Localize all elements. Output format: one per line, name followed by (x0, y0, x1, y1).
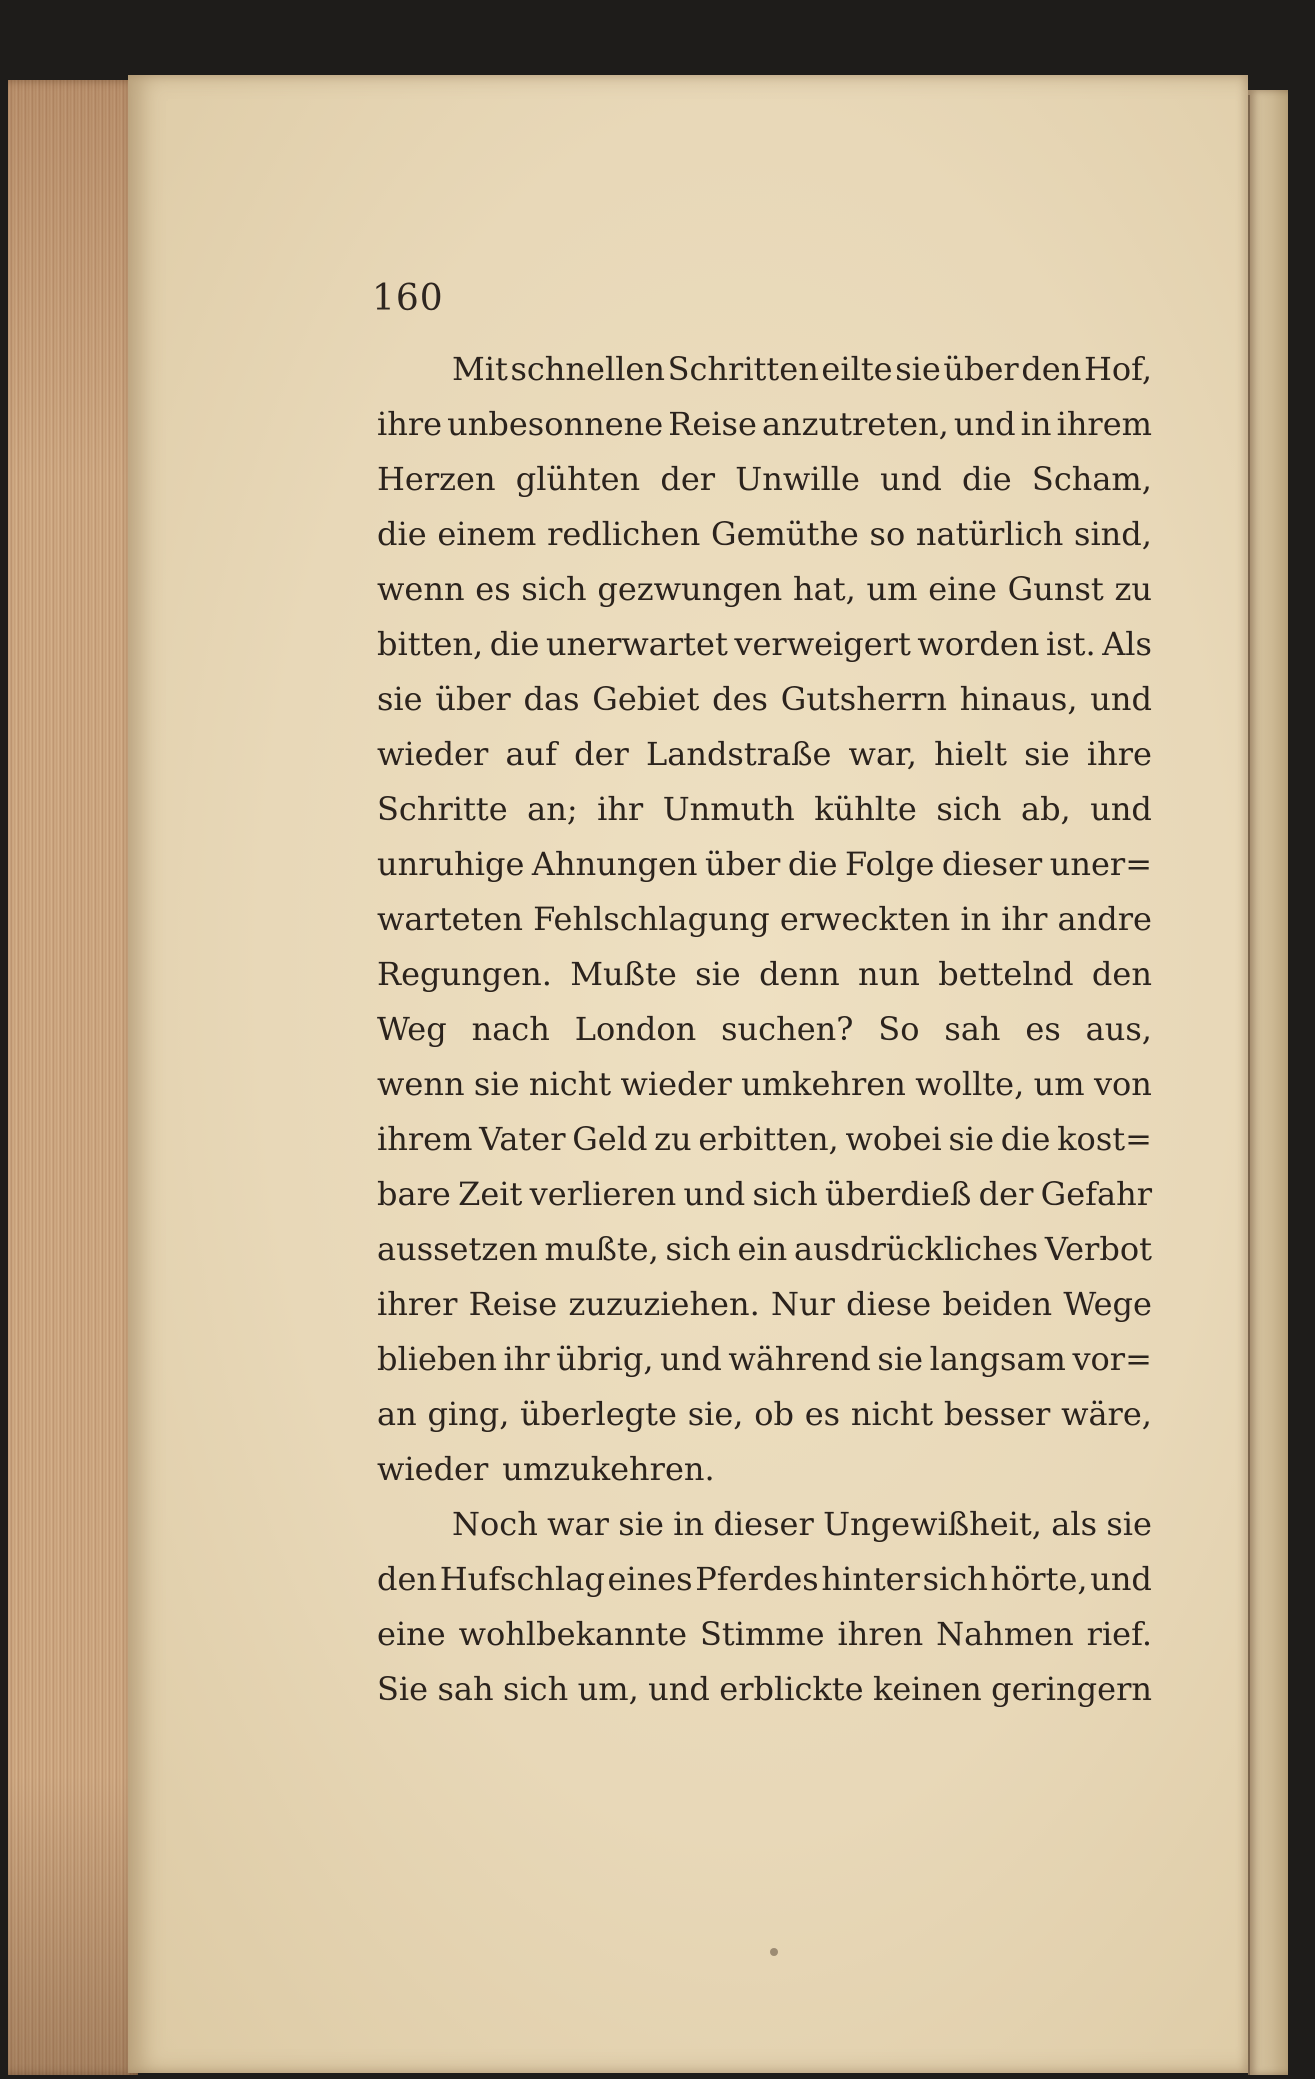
text-line (377, 782, 1152, 837)
word: London (574, 1010, 697, 1048)
word: Nahmen (936, 1615, 1074, 1653)
word: wohlbekannte (458, 1615, 688, 1653)
word: die (377, 515, 427, 553)
word: sah (944, 1010, 1001, 1048)
word: den (1091, 955, 1152, 993)
word: in (960, 900, 992, 938)
word: Hof, (1083, 350, 1152, 388)
word: dieser (941, 845, 1043, 883)
word: So (878, 1010, 920, 1048)
word: um, (577, 1670, 639, 1708)
text-line (377, 1387, 1152, 1442)
word: der (978, 1175, 1034, 1213)
word: wollte, (915, 1065, 1025, 1103)
word: hinter (821, 1560, 920, 1598)
text-line (377, 727, 1152, 782)
word: aussetzen (377, 1230, 538, 1268)
word: ausdrückliches (794, 1230, 1039, 1268)
word: den (1021, 350, 1082, 388)
word: Gebiet (592, 680, 700, 718)
word: Verbot (1044, 1230, 1152, 1268)
word: kost= (1057, 1120, 1152, 1158)
text-line (377, 1607, 1152, 1662)
word: Weg (377, 1010, 447, 1048)
word: der (660, 460, 716, 498)
word: hielt (934, 735, 1007, 773)
word: sind, (1074, 515, 1152, 553)
text-line (377, 837, 1152, 892)
word: über (943, 350, 1019, 388)
word: warteten (377, 900, 523, 938)
word: eine (928, 570, 997, 608)
word: über (705, 845, 781, 883)
word: Mit (452, 350, 508, 388)
word: sie (618, 1505, 664, 1543)
word: besser (943, 1395, 1051, 1433)
word: sie (877, 1340, 924, 1378)
word: war, (848, 735, 917, 773)
word: und (1090, 790, 1152, 828)
word: Schritte (377, 790, 508, 828)
word: sie (695, 955, 741, 993)
word: und (1090, 680, 1152, 718)
word: während (728, 1340, 871, 1378)
word: dieser (713, 1505, 814, 1543)
word: und (880, 460, 942, 498)
word: zuzuziehen. (568, 1285, 760, 1323)
word: erbitten, (698, 1120, 839, 1158)
word: Noch (452, 1505, 538, 1543)
word: zu (1114, 570, 1152, 608)
word: verweigert (734, 625, 911, 663)
word: erblickte (719, 1670, 864, 1708)
word: hinaus, (959, 680, 1078, 718)
word: die (489, 625, 540, 663)
word: ihre (1086, 735, 1152, 773)
word: Hufschlag (439, 1560, 605, 1598)
next-page-edge (1248, 90, 1288, 2075)
page-number: 160 (372, 278, 444, 319)
word: wieder (377, 735, 489, 773)
word: ein (737, 1230, 788, 1268)
word: wenn (377, 1065, 465, 1103)
word: ihr (503, 1340, 550, 1378)
word: bitten, (377, 625, 484, 663)
text-line (377, 1167, 1152, 1222)
word: wenn (377, 570, 465, 608)
word: des (712, 680, 768, 718)
word: Pferdes (695, 1560, 819, 1598)
word: Ungewißheit, (823, 1505, 1042, 1543)
word: redlichen (547, 515, 701, 553)
word: nicht (528, 1065, 612, 1103)
word: unerwartet (545, 625, 728, 663)
word: sich (922, 1560, 988, 1598)
text-line (377, 397, 1152, 452)
word: Ahnungen (531, 845, 698, 883)
word: an; (527, 790, 578, 828)
word: ihr (597, 790, 644, 828)
word: geringern (991, 1670, 1152, 1708)
word: eilte (821, 350, 893, 388)
word: so (869, 515, 906, 553)
text-line (377, 672, 1152, 727)
word: Geld (572, 1120, 648, 1158)
word: gezwungen (597, 570, 783, 608)
word: eine (377, 1615, 446, 1653)
ink-speck (770, 1948, 778, 1956)
word: eines (607, 1560, 693, 1598)
text-line (377, 1332, 1152, 1387)
word: ihre (377, 405, 443, 443)
text-line (377, 947, 1152, 1002)
word: ob (754, 1395, 794, 1433)
word: Landstraße (646, 735, 832, 773)
word: ihrem (1056, 405, 1152, 443)
word: Reise (668, 405, 757, 443)
word: glühten (515, 460, 641, 498)
word: nach (471, 1010, 550, 1048)
word: Wege (1063, 1285, 1152, 1323)
text-line (377, 1002, 1152, 1057)
word: nicht (850, 1395, 934, 1433)
word: Gemüthe (711, 515, 859, 553)
word: und (648, 1670, 710, 1708)
text-line (377, 1552, 1152, 1607)
word: worden (917, 625, 1040, 663)
word: bare (377, 1175, 451, 1213)
word: wobei (845, 1120, 942, 1158)
word: unruhige (377, 845, 525, 883)
word: das (523, 680, 580, 718)
word: schnellen (510, 350, 665, 388)
word: Fehlschlagung (533, 900, 770, 938)
word: mußte, (544, 1230, 659, 1268)
word: und (683, 1175, 746, 1213)
text-line (377, 562, 1152, 617)
word: um (866, 570, 918, 608)
word: überlegte (520, 1395, 677, 1433)
word: ging, (427, 1395, 510, 1433)
word: blieben (377, 1340, 497, 1378)
text-line (377, 1277, 1152, 1332)
word: Gutsherrn (780, 680, 947, 718)
word: andre (1057, 900, 1152, 938)
word: in (1020, 405, 1052, 443)
word: es (804, 1395, 841, 1433)
word: langsam (929, 1340, 1066, 1378)
word: sie, (687, 1395, 744, 1433)
word: übrig, (556, 1340, 654, 1378)
word: überdieß (825, 1175, 972, 1213)
word: Folge (845, 845, 935, 883)
word: ist. (1045, 625, 1096, 663)
word: suchen? (721, 1010, 854, 1048)
word: Zeit (458, 1175, 523, 1213)
word: sie (948, 1120, 995, 1158)
word: keinen (872, 1670, 982, 1708)
word: erweckten (779, 900, 951, 938)
word: über (435, 680, 511, 718)
word: sich (936, 790, 1002, 828)
word: die (787, 845, 838, 883)
word: die (962, 460, 1012, 498)
word: diese (846, 1285, 932, 1323)
word: Reise (468, 1285, 558, 1323)
word: sah (437, 1670, 494, 1708)
word: Vater (479, 1120, 566, 1158)
word: kühlte (814, 790, 917, 828)
word: ihren (837, 1615, 924, 1653)
word: Sie (377, 1670, 429, 1708)
word: es (475, 570, 511, 608)
word: der (574, 735, 629, 773)
word: Gunst (1007, 570, 1104, 608)
word: sich (503, 1670, 569, 1708)
word: wieder (377, 1450, 489, 1488)
word: war (547, 1505, 609, 1543)
word: sich (665, 1230, 731, 1268)
word: den (377, 1560, 438, 1598)
word: in (673, 1505, 705, 1543)
word: verlieren (529, 1175, 677, 1213)
word: natürlich (915, 515, 1064, 553)
word: sich (752, 1175, 818, 1213)
word: vor= (1072, 1340, 1152, 1378)
text-line (377, 1222, 1152, 1277)
word: sie (1106, 1505, 1152, 1543)
word: wäre, (1061, 1395, 1152, 1433)
word: an (377, 1395, 417, 1433)
text-line (377, 452, 1152, 507)
word: als (1051, 1505, 1098, 1543)
text-line (377, 342, 1152, 397)
word: hat, (793, 570, 856, 608)
word: ihrer (377, 1285, 458, 1323)
text-line (377, 1442, 1152, 1497)
word: und (953, 405, 1016, 443)
word: rief. (1086, 1615, 1152, 1653)
text-line (377, 1497, 1152, 1552)
word: Regungen. (377, 955, 552, 993)
word: ihr (1001, 900, 1048, 938)
word: beiden (942, 1285, 1053, 1323)
word: Schritten (667, 350, 819, 388)
word: uner= (1049, 845, 1152, 883)
word: wieder (620, 1065, 732, 1103)
word: einem (437, 515, 537, 553)
word: auf (505, 735, 557, 773)
text-line (377, 617, 1152, 672)
word: hörte, (990, 1560, 1088, 1598)
word: ihrem (377, 1120, 473, 1158)
word: bettelnd (938, 955, 1074, 993)
word: umzukehren. (502, 1450, 715, 1488)
page-gutter-line (1248, 95, 1250, 2075)
word: Mußte (570, 955, 677, 993)
word: anzutreten, (761, 405, 949, 443)
word: und (660, 1340, 722, 1378)
word: umkehren (741, 1065, 906, 1103)
text-line (377, 1057, 1152, 1112)
word: aus, (1085, 1010, 1152, 1048)
word: unbesonnene (447, 405, 664, 443)
word: Scham, (1031, 460, 1152, 498)
word: ab, (1020, 790, 1071, 828)
word: Gefahr (1040, 1175, 1152, 1213)
text-line (377, 1112, 1152, 1167)
word: Unwille (735, 460, 860, 498)
word: sie (895, 350, 941, 388)
word: Herzen (377, 460, 496, 498)
text-line (377, 1662, 1152, 1717)
word: Als (1102, 625, 1152, 663)
word: und (1090, 1560, 1152, 1598)
word: Unmuth (662, 790, 795, 828)
word: sie (377, 680, 423, 718)
word: Nur (771, 1285, 835, 1323)
word: die (1000, 1120, 1051, 1158)
word: von (1093, 1065, 1152, 1103)
word: denn (759, 955, 840, 993)
word: um (1033, 1065, 1085, 1103)
word: Stimme (699, 1615, 825, 1653)
word: sich (521, 570, 587, 608)
text-line (377, 507, 1152, 562)
page-edges (8, 80, 138, 2075)
word: es (1025, 1010, 1061, 1048)
word: sie (1024, 735, 1070, 773)
word: nun (858, 955, 920, 993)
text-line (377, 892, 1152, 947)
word: sie (473, 1065, 520, 1103)
page-text (377, 342, 1152, 1717)
word: zu (654, 1120, 692, 1158)
